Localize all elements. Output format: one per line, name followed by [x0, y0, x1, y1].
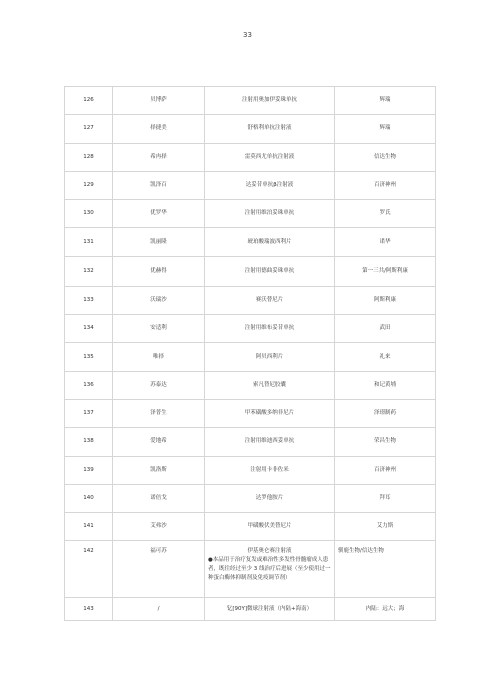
row-number: 134 [65, 315, 113, 343]
table-row [65, 115, 436, 143]
brand-name: 择捷美 [113, 115, 205, 143]
table-row [65, 228, 436, 256]
generic-name: 注射用奥加伊妥珠单抗 [205, 87, 335, 115]
table-row [65, 399, 436, 427]
table-row [65, 256, 436, 286]
company-name: 和记黄埔 [335, 371, 436, 399]
table-row [65, 171, 436, 199]
generic-name: 注射用维泊妥珠单抗 [205, 200, 335, 228]
drug-list-table [64, 86, 436, 621]
table-row [65, 143, 436, 171]
brand-name: 沃瑞沙 [113, 286, 205, 314]
row-number: 128 [65, 143, 113, 171]
generic-name: 注射用维布妥昔单抗 [205, 315, 335, 343]
table-row [65, 456, 436, 484]
generic-name: 舒格利单抗注射液 [205, 115, 335, 143]
row-number: 126 [65, 87, 113, 115]
generic-name: 达罗他胺片 [205, 484, 335, 512]
brand-name: 贝博萨 [113, 87, 205, 115]
brand-name: 优赫得 [113, 256, 205, 286]
company-name: 辉瑞 [335, 115, 436, 143]
company-name: 辉瑞 [335, 87, 436, 115]
generic-name: 达妥昔单抗β注射液 [205, 171, 335, 199]
generic-name: 索凡替尼胶囊 [205, 371, 335, 399]
row-number: 131 [65, 228, 113, 256]
indication-note: ●本品用于治疗复发或难治性多发性骨髓瘤成人患者，既往经过至少 3 线治疗后进展（至少使用过一种蛋白酶体抑制剂及免疫调节剂） [208, 557, 331, 582]
generic-name: 甲苯磺酸多纳非尼片 [205, 399, 335, 427]
row-number: 141 [65, 513, 113, 541]
row-number: 135 [65, 343, 113, 371]
company-name: 信达生物 [335, 143, 436, 171]
brand-name: 优罗华 [113, 200, 205, 228]
company-name: 艾力斯 [335, 513, 436, 541]
table-row [65, 315, 436, 343]
row-number: 143 [65, 598, 113, 621]
row-number: 130 [65, 200, 113, 228]
company-name: 荣昌生物 [335, 428, 436, 456]
company-name: 拜耳 [335, 484, 436, 512]
row-number: 132 [65, 256, 113, 286]
company-name: 诺华 [335, 228, 436, 256]
row-number: 138 [65, 428, 113, 456]
brand-name: 希冉择 [113, 143, 205, 171]
generic-name: 注射用卡非佐米 [205, 456, 335, 484]
generic-cell [205, 541, 335, 598]
brand-name: / [113, 598, 205, 621]
brand-name: 诺倍戈 [113, 484, 205, 512]
company-name: 武田 [335, 315, 436, 343]
generic-name: 雷莫西尤单抗注射液 [205, 143, 335, 171]
generic-name: 阿贝西利片 [205, 343, 335, 371]
brand-name: 凯丽隆 [113, 228, 205, 256]
row-number: 136 [65, 371, 113, 399]
brand-name: 凯泽百 [113, 171, 205, 199]
table-row [65, 87, 436, 115]
brand-name: 苏泰达 [113, 371, 205, 399]
brand-name: 艾弗沙 [113, 513, 205, 541]
company-name: 内陆：远大；海 [335, 598, 436, 621]
generic-name: 钇[90Y]微球注射液（内陆+海南） [205, 598, 335, 621]
generic-name: 伊基奥仑赛注射液 [247, 548, 292, 555]
table-row [65, 200, 436, 228]
row-number: 142 [65, 541, 113, 598]
generic-name: 注射用维迪西妥单抗 [205, 428, 335, 456]
row-number: 139 [65, 456, 113, 484]
company-name: 第一三共/阿斯利康 [335, 256, 436, 286]
table-row [65, 428, 436, 456]
brand-name: 唯择 [113, 343, 205, 371]
brand-name: 福可苏 [113, 541, 205, 598]
generic-name: 琥珀酸瑞波西利片 [205, 228, 335, 256]
row-number: 127 [65, 115, 113, 143]
brand-name: 爱地希 [113, 428, 205, 456]
table-row [65, 343, 436, 371]
generic-name: 甲磺酸伏美替尼片 [205, 513, 335, 541]
table-row [65, 286, 436, 314]
company-name: 驯鹿生物/信达生物 [335, 541, 436, 598]
table-row [65, 513, 436, 541]
table-row [65, 541, 436, 598]
company-name: 礼来 [335, 343, 436, 371]
row-number: 129 [65, 171, 113, 199]
table-row [65, 371, 436, 399]
company-name: 阿斯利康 [335, 286, 436, 314]
row-number: 133 [65, 286, 113, 314]
company-name: 百济神州 [335, 171, 436, 199]
company-name: 罗氏 [335, 200, 436, 228]
row-number: 137 [65, 399, 113, 427]
company-name: 泽璟制药 [335, 399, 436, 427]
generic-name: 赛沃替尼片 [205, 286, 335, 314]
table-row [65, 484, 436, 512]
row-number: 140 [65, 484, 113, 512]
company-name: 百济神州 [335, 456, 436, 484]
table-row [65, 598, 436, 621]
brand-name: 泽普生 [113, 399, 205, 427]
generic-name: 注射用德曲妥珠单抗 [205, 256, 335, 286]
brand-name: 安适利 [113, 315, 205, 343]
page-number: 33 [243, 31, 252, 39]
brand-name: 凯洛斯 [113, 456, 205, 484]
